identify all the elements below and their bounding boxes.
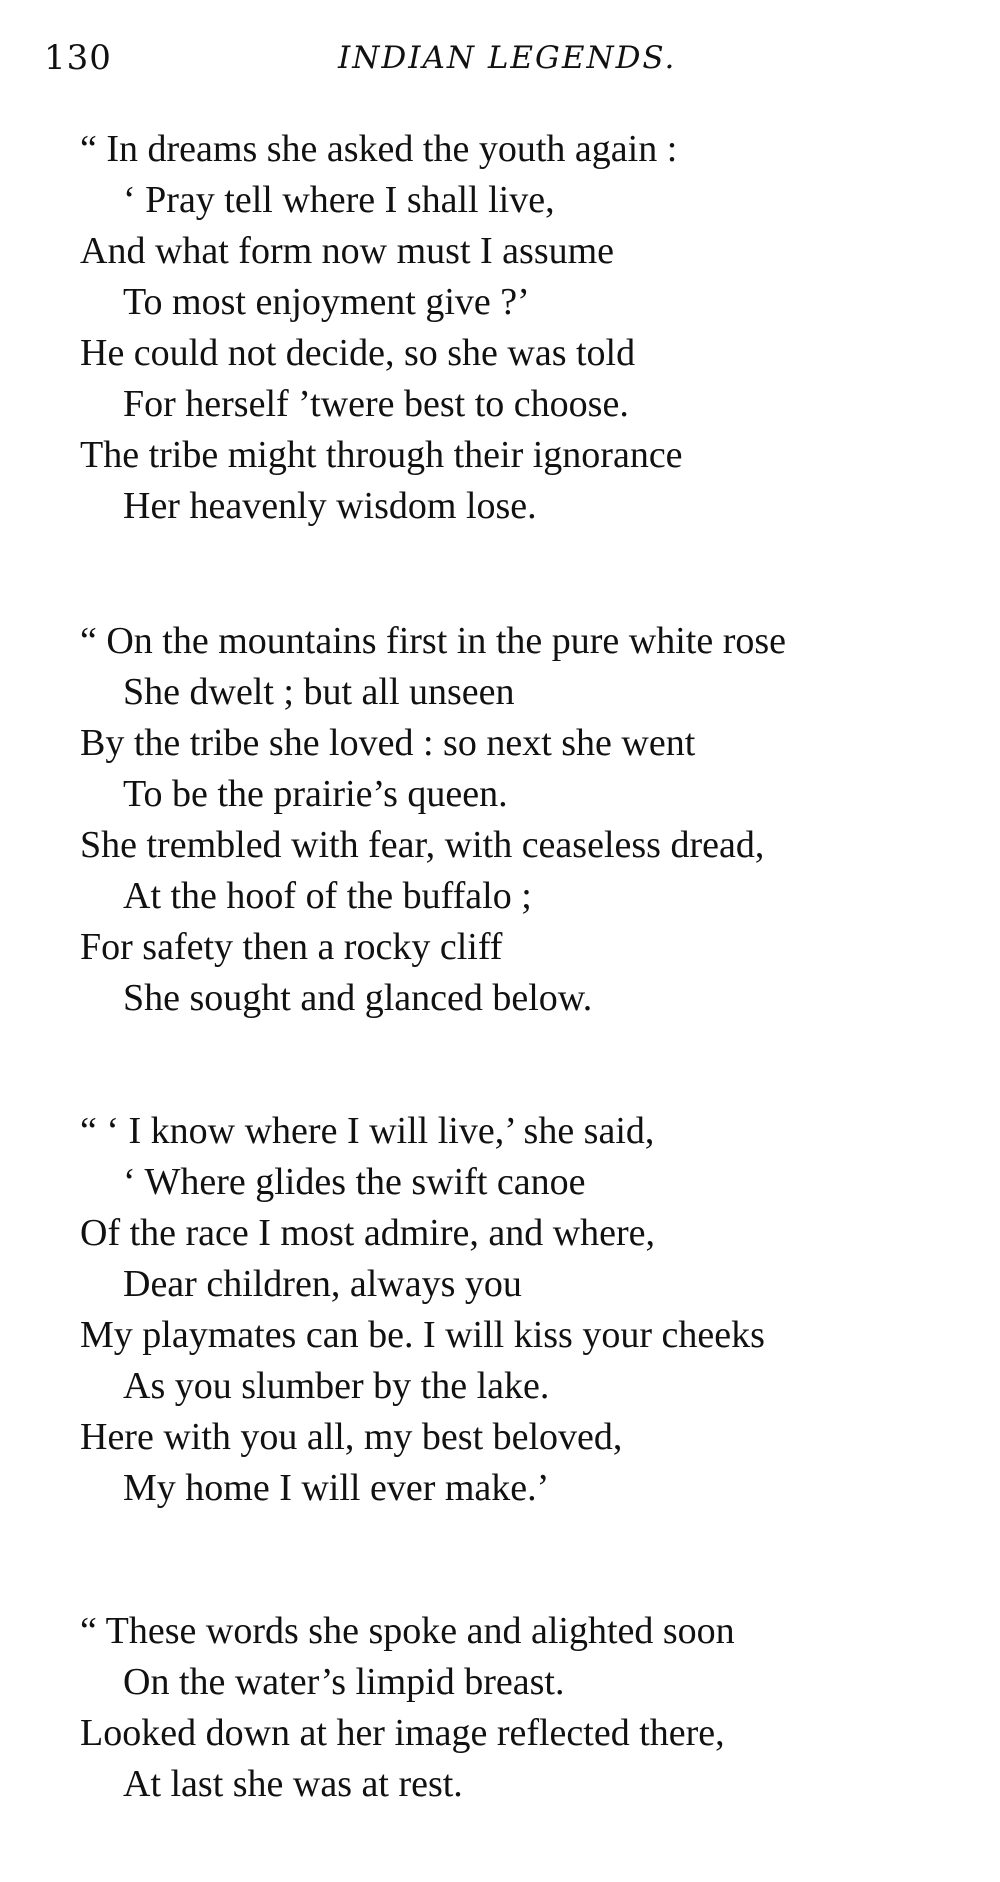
verse-line: At last she was at rest. xyxy=(123,1763,463,1805)
verse-line: As you slumber by the lake. xyxy=(123,1365,550,1407)
verse-line: On the water’s limpid breast. xyxy=(123,1661,565,1703)
verse-line: For safety then a rocky cliff xyxy=(80,926,503,968)
verse-line: ‘ Where glides the swift canoe xyxy=(123,1161,586,1203)
stanza-4 xyxy=(80,1606,960,1810)
page-header xyxy=(44,38,960,88)
verse-line: The tribe might through their ignorance xyxy=(80,434,683,476)
stanza-2 xyxy=(80,616,960,1024)
verse-line: Here with you all, my best beloved, xyxy=(80,1416,623,1458)
verse-line: By the tribe she loved : so next she went xyxy=(80,722,696,764)
verse-line: Looked down at her image reflected there, xyxy=(80,1712,725,1754)
verse-line: To most enjoyment give ?’ xyxy=(123,281,530,323)
verse-line: Dear children, always you xyxy=(123,1263,522,1305)
page-number: 130 xyxy=(44,38,112,78)
verse-line: “ On the mountains first in the pure white rose xyxy=(80,620,787,662)
verse-line: “ These words she spoke and alighted soon xyxy=(80,1610,735,1652)
verse-line: Her heavenly wisdom lose. xyxy=(123,485,537,527)
verse-line: She sought and glanced below. xyxy=(123,977,593,1019)
verse-line: My playmates can be. I will kiss your cheeks xyxy=(80,1314,765,1356)
verse-line: She trembled with fear, with ceaseless dread, xyxy=(80,824,765,866)
verse-line: She dwelt ; but all unseen xyxy=(123,671,515,713)
verse-line: He could not decide, so she was told xyxy=(80,332,636,374)
verse-line: And what form now must I assume xyxy=(80,230,615,272)
verse-line: To be the prairie’s queen. xyxy=(123,773,508,815)
verse-line: For herself ’twere best to choose. xyxy=(123,383,629,425)
running-title: INDIAN LEGENDS. xyxy=(338,40,677,76)
verse-line: “ In dreams she asked the youth again : xyxy=(80,128,678,170)
verse-line: Of the race I most admire, and where, xyxy=(80,1212,656,1254)
verse-line: ‘ Pray tell where I shall live, xyxy=(123,179,555,221)
verse-line: My home I will ever make.’ xyxy=(123,1467,550,1509)
verse-line: “ ‘ I know where I will live,’ she said, xyxy=(80,1110,655,1152)
stanza-3 xyxy=(80,1106,960,1514)
stanza-1 xyxy=(80,124,960,532)
verse-line: At the hoof of the buffalo ; xyxy=(123,875,532,917)
